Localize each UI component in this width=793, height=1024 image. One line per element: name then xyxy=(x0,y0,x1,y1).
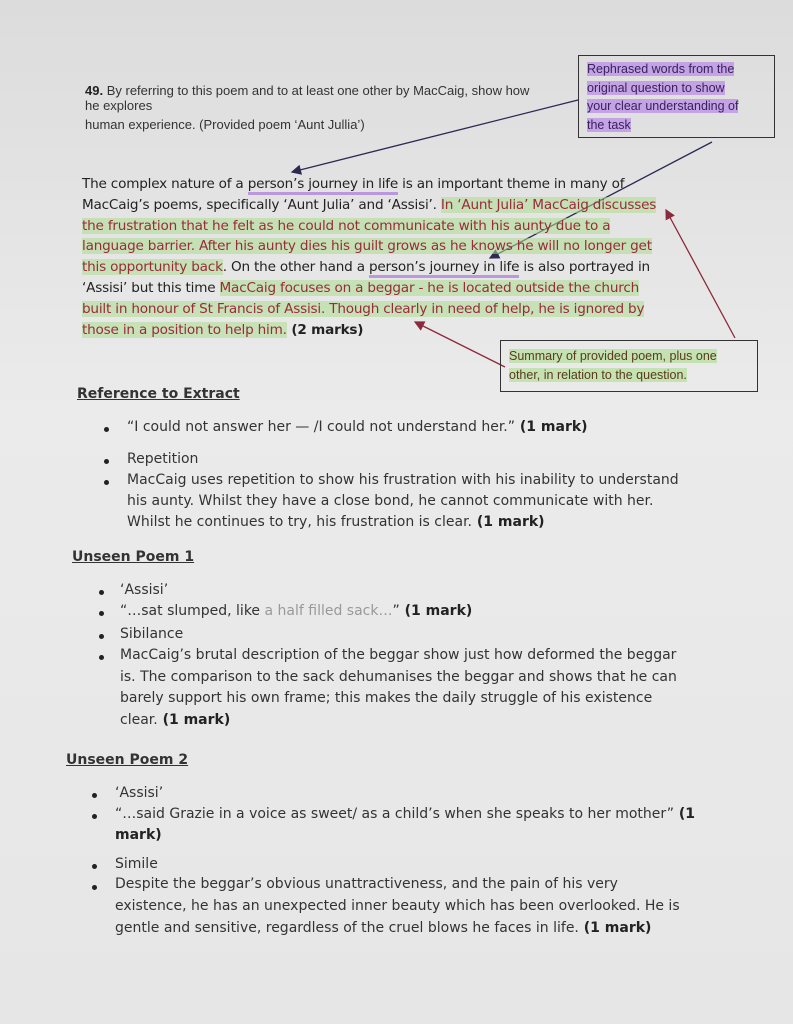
callout-summary: Summary of provided poem, plus one other, in relation to the question. xyxy=(500,340,758,392)
answer-line xyxy=(82,301,644,317)
ref-technique: Repetition xyxy=(127,451,199,467)
answer-segment: person’s journey in life xyxy=(369,259,519,278)
poem2-quote-mark: mark) xyxy=(115,827,162,843)
ref-analysis-3: Whilst he continues to try, his frustration is clear. (1 mark) xyxy=(127,514,545,530)
answer-segment: MacCaig focuses on a beggar - he is located outside the church xyxy=(219,280,640,296)
answer-segment: this opportunity back xyxy=(82,259,223,276)
poem1-quote: “…sat slumped, like a half filled sack…” (1 mark) xyxy=(120,603,473,619)
ref-analysis-2: his aunty. Whilst they have a close bond, he cannot communicate with her. xyxy=(127,493,654,509)
arrow-to-summary-1 xyxy=(666,210,735,338)
poem2-analysis-3: gentle and sensitive, regardless of the cruel blows he faces in life. (1 mark) xyxy=(115,920,652,936)
question-line-2: he explores xyxy=(85,98,153,113)
poem2-analysis-2: existence, he has an unexpected inner beauty which has been overlooked. He is xyxy=(115,898,680,914)
answer-line xyxy=(82,218,610,234)
poem2-technique: Simile xyxy=(115,856,158,872)
poem1-technique: Sibilance xyxy=(120,626,184,642)
answer-segment: MacCaig’s poems, specifically ‘Aunt Julia’ and ‘Assisi’. xyxy=(82,196,441,213)
poem1-analysis-2: is. The comparison to the sack dehumanises the beggar and shows that he can xyxy=(120,669,677,685)
question-line-3: human experience. (Provided poem ‘Aunt Jullia’) xyxy=(85,117,365,132)
answer-segment: is an important theme in many of xyxy=(398,176,625,192)
poem2-title: ‘Assisi’ xyxy=(115,785,164,801)
bullet xyxy=(99,634,104,639)
heading-unseen-poem-2: Unseen Poem 2 xyxy=(66,752,189,768)
answer-segment: built in honour of St Francis of Assisi. Though clearly in need of help, he is ignored by xyxy=(82,300,645,317)
answer-segment: In ‘Aunt Julia’ MacCaig discusses xyxy=(440,196,657,213)
answer-segment: (2 marks) xyxy=(286,321,364,338)
poem1-title: ‘Assisi’ xyxy=(120,582,169,598)
poem1-analysis-1: MacCaig’s brutal description of the beggar show just how deformed the beggar xyxy=(120,647,677,663)
bullet xyxy=(104,480,109,485)
arrow-to-summary-2 xyxy=(415,322,505,367)
answer-line xyxy=(82,238,652,254)
poem1-analysis-3: barely support his own frame; this makes the daily struggle of his existence xyxy=(120,690,653,706)
answer-line xyxy=(82,197,656,213)
answer-segment: . On the other hand a xyxy=(222,259,369,276)
poem2-quote: “…said Grazie in a voice as sweet/ as a child’s when she speaks to her mother” (1 xyxy=(115,806,696,822)
heading-reference-to-extract: Reference to Extract xyxy=(77,386,240,402)
answer-segment: ‘Assisi’ but this time xyxy=(82,280,220,296)
answer-segment: The complex nature of a xyxy=(82,176,248,192)
answer-segment: person’s journey in life xyxy=(248,176,398,195)
question-line-1: 49. By referring to this poem and to at least one other by MacCaig, show how xyxy=(85,83,530,98)
ref-analysis-1: MacCaig uses repetition to show his frustration with his inability to understand xyxy=(127,472,679,488)
bullet xyxy=(104,459,109,464)
answer-line xyxy=(82,259,650,275)
answer-segment: the frustration that he felt as he could not communicate with his aunty due to a xyxy=(82,217,611,234)
bullet xyxy=(92,885,97,890)
answer-line xyxy=(82,322,363,338)
callout-rephrased: Rephrased words from the original question to show your clear understanding of the task xyxy=(578,55,775,138)
bullet xyxy=(99,655,104,660)
poem2-analysis-1: Despite the beggar’s obvious unattractiveness, and the pain of his very xyxy=(115,876,618,892)
bullet xyxy=(99,590,104,595)
heading-unseen-poem-1: Unseen Poem 1 xyxy=(72,549,195,565)
ref-quote: “I could not answer her — /I could not understand her.” (1 mark) xyxy=(127,419,588,435)
arrow-to-phrase-1 xyxy=(292,100,578,172)
answer-segment: language barrier. After his aunty dies his guilt grows as he knows he will no longer get xyxy=(82,238,652,255)
bullet xyxy=(104,427,109,432)
bullet xyxy=(92,814,97,819)
answer-segment: those in a position to help him. xyxy=(82,321,287,338)
answer-segment: is also portrayed in xyxy=(519,259,650,276)
bullet xyxy=(92,793,97,798)
poem1-analysis-4: clear. (1 mark) xyxy=(120,712,231,728)
bullet xyxy=(92,864,97,869)
answer-line xyxy=(82,280,639,296)
answer-line xyxy=(82,176,624,192)
bullet xyxy=(99,611,104,616)
